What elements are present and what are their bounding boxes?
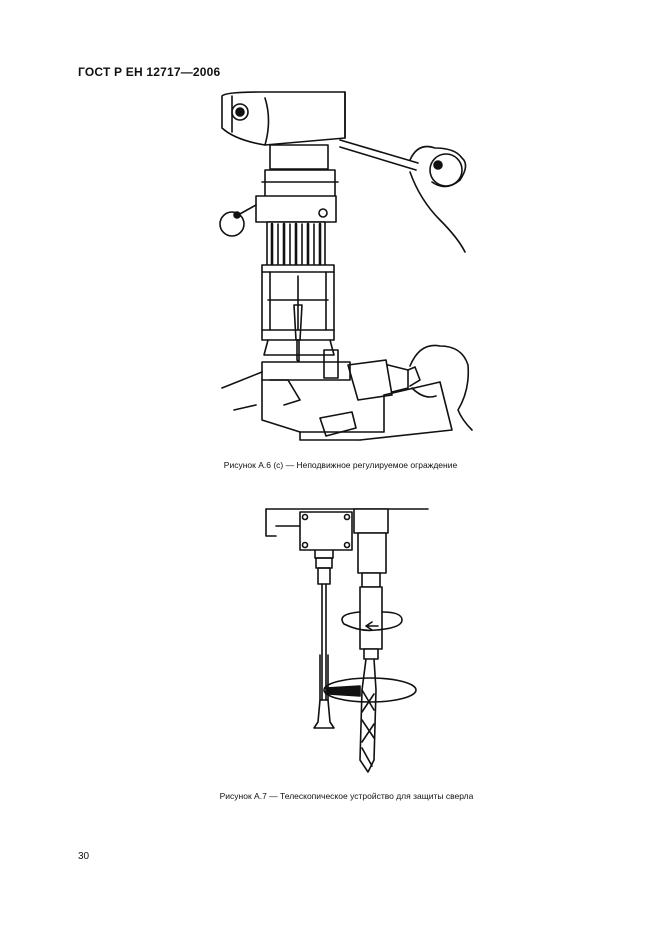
figure-a7-caption: Рисунок А.7 — Телескопическое устройство для защиты сверла [219,791,474,801]
figure-a6c-caption: Рисунок А.6 (с) — Неподвижное регулируемое ограждение [223,460,458,470]
document-header: ГОСТ Р ЕН 12717—2006 [78,65,221,79]
page-number: 30 [78,851,90,862]
